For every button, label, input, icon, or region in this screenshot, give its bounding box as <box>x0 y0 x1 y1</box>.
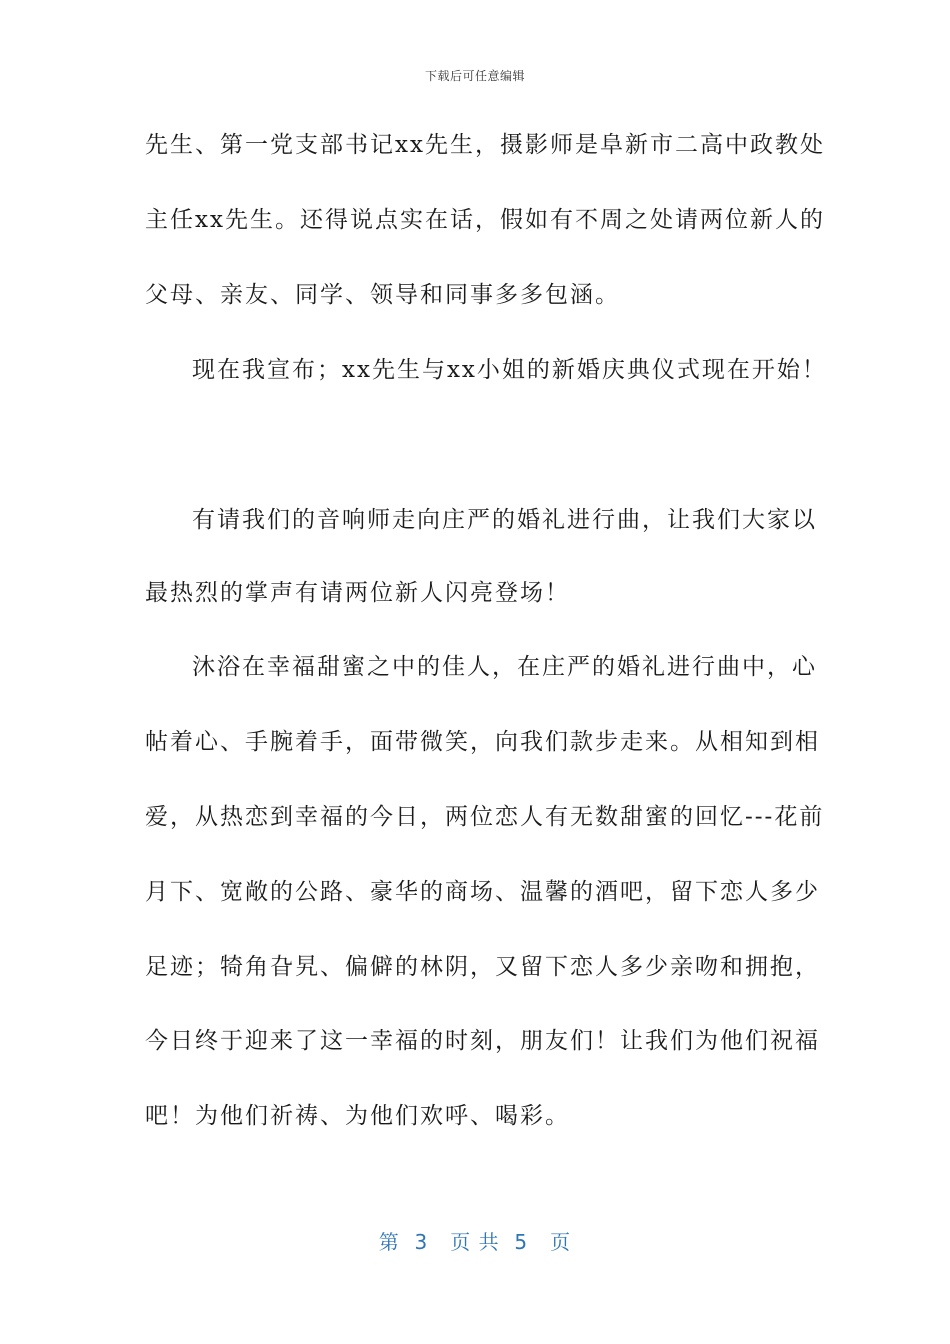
body-line: 先生、第一党支部书记xx先生，摄影师是阜新市二高中政教处 <box>145 132 825 158</box>
body-line: 吧！为他们祈祷、为他们欢呼、喝彩。 <box>145 1103 570 1129</box>
body-line: 现在我宣布；xx先生与xx小姐的新婚庆典仪式现在开始！ <box>192 357 827 383</box>
page-number-footer: 第 3 页 共 5 页 <box>378 1230 572 1254</box>
body-line: 沐浴在幸福甜蜜之中的佳人，在庄严的婚礼进行曲中，心 <box>192 654 817 680</box>
body-line: 主任xx先生。还得说点实在话，假如有不周之处请两位新人的 <box>145 207 825 233</box>
body-line: 月下、宽敞的公路、豪华的商场、温馨的酒吧，留下恋人多少 <box>145 879 820 905</box>
body-line: 帖着心、手腕着手，面带微笑，向我们款步走来。从相知到相 <box>145 729 820 755</box>
body-line: 有请我们的音响师走向庄严的婚礼进行曲，让我们大家以 <box>192 507 817 533</box>
body-line: 今日终于迎来了这一幸福的时刻，朋友们！让我们为他们祝福 <box>145 1028 820 1054</box>
body-line: 爱，从热恋到幸福的今日，两位恋人有无数甜蜜的回忆---花前 <box>145 804 825 830</box>
header-note: 下载后可任意编辑 <box>424 69 525 83</box>
body-line: 父母、亲友、同学、领导和同事多多包涵。 <box>145 282 620 308</box>
body-line: 足迹；犄角旮旯、偏僻的林阴，又留下恋人多少亲吻和拥抱， <box>145 954 820 980</box>
body-line: 最热烈的掌声有请两位新人闪亮登场！ <box>145 580 570 606</box>
